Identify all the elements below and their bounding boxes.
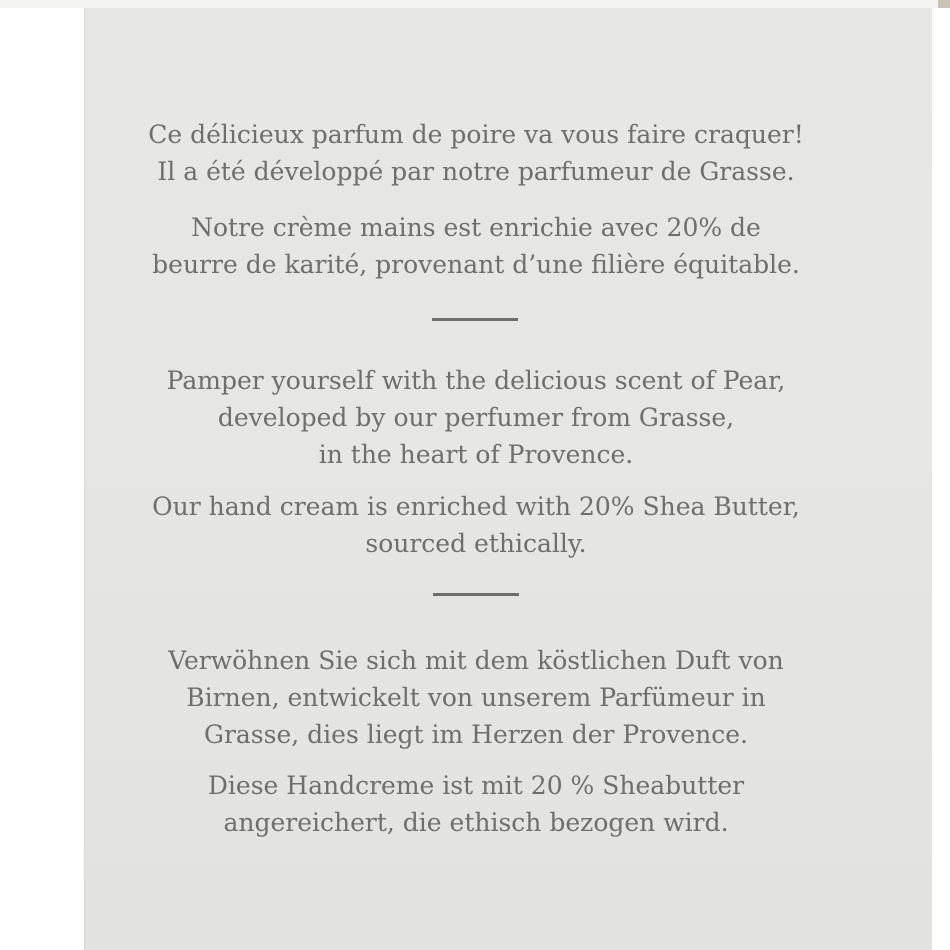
section-divider <box>433 593 519 596</box>
text-line: Birnen, entwickelt von unserem Parfümeur in <box>186 683 766 712</box>
text-line: Ce délicieux parfum de poire va vous faire craquer! <box>148 120 804 149</box>
text-line: Pamper yourself with the delicious scent of Pear, <box>166 366 786 395</box>
english-paragraph-2 <box>84 488 868 562</box>
french-paragraph-1 <box>84 116 868 190</box>
text-line: Grasse, dies liegt im Herzen der Provence. <box>203 720 749 749</box>
text-line: angereichert, die ethisch bezogen wird. <box>223 808 729 837</box>
text-line: Verwöhnen Sie sich mit dem köstlichen Duft von <box>168 646 784 675</box>
text-line: Notre crème mains est enrichie avec 20% de <box>191 213 761 242</box>
french-paragraph-2 <box>84 209 868 283</box>
german-paragraph-1 <box>84 642 868 753</box>
text-line: beurre de karité, provenant d’une filière équitable. <box>152 250 800 279</box>
german-paragraph-2 <box>84 767 868 841</box>
text-line: Our hand cream is enriched with 20% Shea Butter, <box>152 492 800 521</box>
text-line: developed by our perfumer from Grasse, <box>217 403 735 432</box>
text-line: in the heart of Provence. <box>318 440 634 469</box>
section-divider <box>432 318 518 321</box>
text-line: Diese Handcreme ist mit 20 % Sheabutter <box>207 771 745 800</box>
english-paragraph-1 <box>84 362 868 473</box>
text-line: Il a été développé par notre parfumeur de Grasse. <box>157 157 795 186</box>
text-line: sourced ethically. <box>365 529 587 558</box>
